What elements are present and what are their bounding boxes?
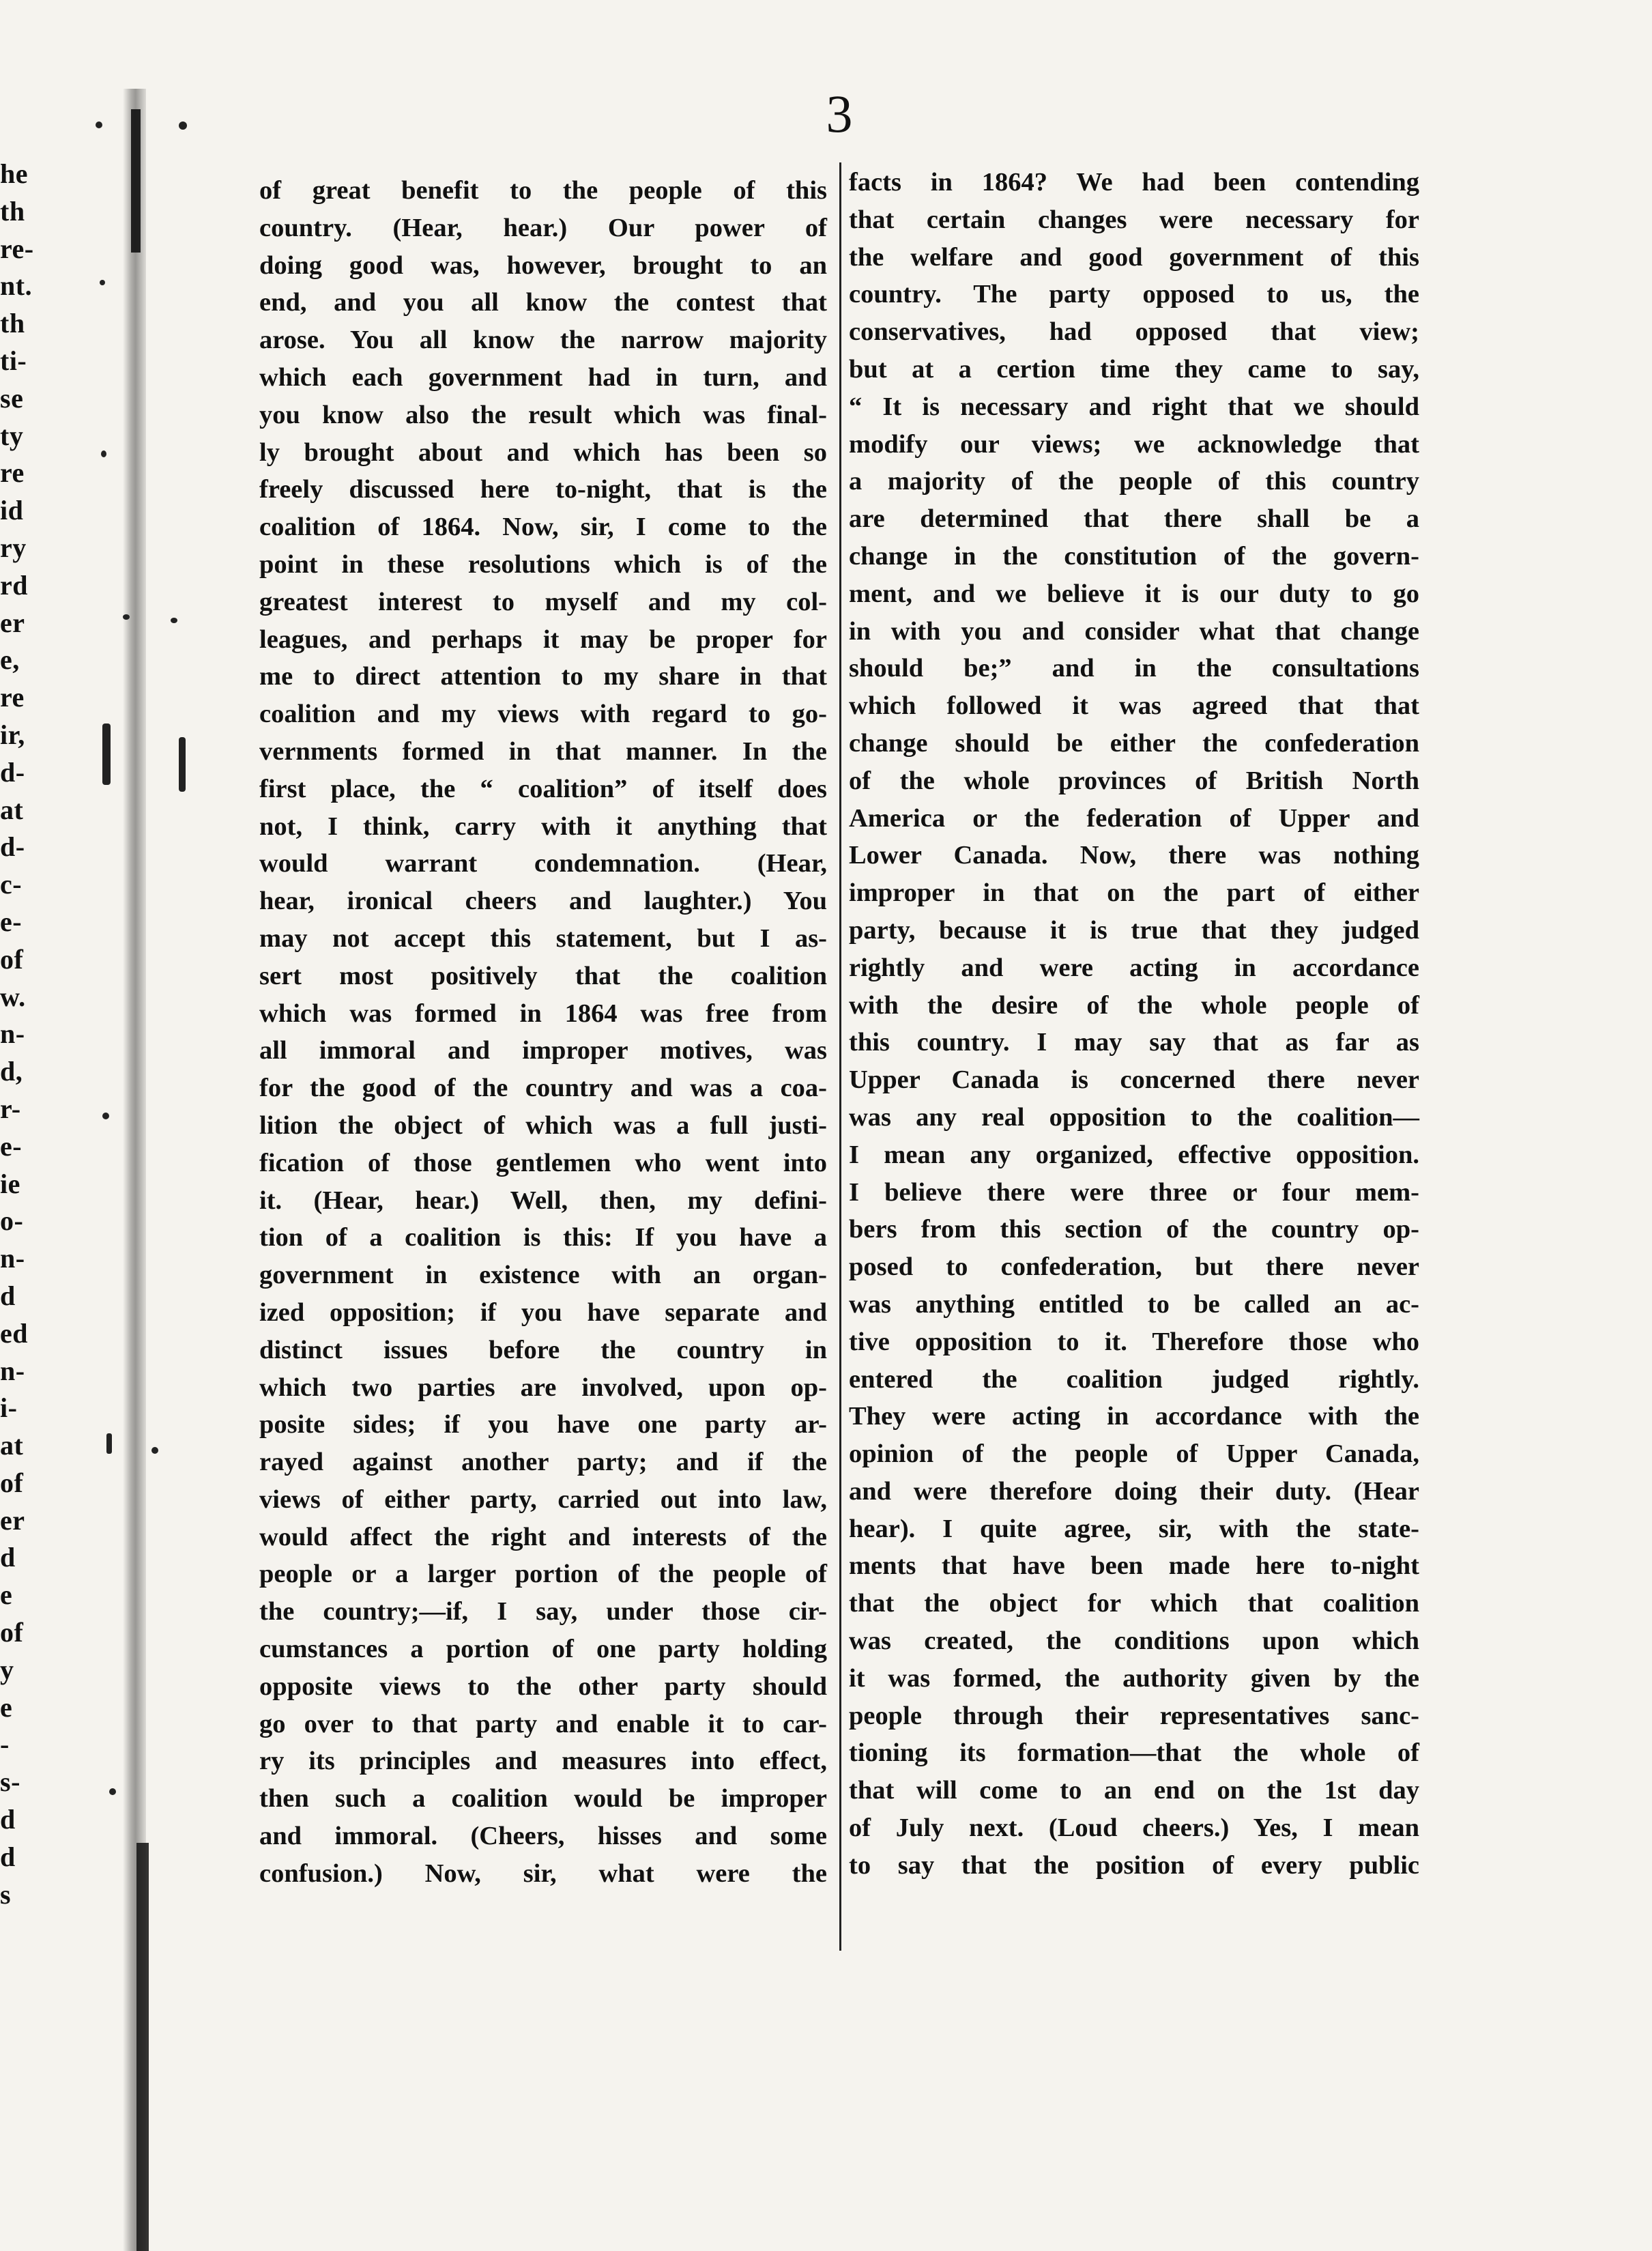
text-line: ized opposition; if you have separate and — [259, 1297, 827, 1327]
text-line: hear, ironical cheers and laughter.) You — [259, 887, 827, 916]
text-line: country. The party opposed to us, the — [849, 280, 1419, 309]
text-line: this country. I may say that as far as — [849, 1028, 1419, 1057]
fragment-text: ed — [0, 1317, 28, 1349]
text-line: coalition and my views with regard to go- — [259, 700, 827, 729]
ink-speck — [151, 1447, 158, 1454]
fragment-text: ie — [0, 1168, 20, 1199]
adjacent-page-fragments — [0, 156, 34, 1913]
text-line: vernments formed in that manner. In the — [259, 736, 827, 766]
text-line: people through their representatives sanc- — [849, 1701, 1419, 1730]
fragment-text: d — [0, 1542, 16, 1573]
text-line: opinion of the people of Upper Canada, — [849, 1439, 1419, 1469]
text-line: and immoral. (Cheers, hisses and some — [259, 1822, 827, 1851]
ink-speck — [179, 121, 187, 130]
text-line: to say that the position of every public — [849, 1850, 1419, 1880]
text-line: country. (Hear, hear.) Our power of — [259, 213, 827, 242]
fragment-text: re- — [0, 233, 34, 264]
fragment-text: d, — [0, 1056, 23, 1087]
text-line: me to direct attention to my share in that — [259, 662, 827, 691]
fragment-text: nt. — [0, 270, 33, 302]
text-line: for the good of the country and was a coa- — [259, 1074, 827, 1103]
text-line: was any real opposition to the coalition— — [849, 1102, 1419, 1132]
ink-speck — [102, 1113, 109, 1119]
right-text-column — [849, 164, 1419, 1884]
text-line: confusion.) Now, sir, what were the — [259, 1859, 827, 1888]
text-line: that will come to an end on the 1st day — [849, 1776, 1419, 1805]
text-line: all immoral and improper motives, was — [259, 1036, 827, 1065]
text-line: may not accept this statement, but I as- — [259, 923, 827, 953]
text-line: ly brought about and which has been so — [259, 438, 827, 467]
text-line: first place, the “ coalition” of itself does — [259, 774, 827, 803]
fragment-text: s — [0, 1878, 12, 1910]
fragment-text: e — [0, 1691, 13, 1723]
page-number: 3 — [826, 84, 853, 143]
fragment-text: at — [0, 794, 24, 825]
text-line: hear). I quite agree, sir, with the state- — [849, 1514, 1419, 1543]
text-line: ry its principles and measures into effect, — [259, 1747, 827, 1776]
text-line: cumstances a portion of one party holding — [259, 1635, 827, 1664]
fragment-text: th — [0, 308, 25, 339]
fragment-text: s- — [0, 1766, 20, 1798]
text-line: of the whole provinces of British North — [849, 766, 1419, 795]
fragment-text: c- — [0, 869, 23, 900]
fragment-text: of — [0, 943, 24, 975]
text-line: party, because it is true that they judged — [849, 915, 1419, 945]
text-line: Lower Canada. Now, there was nothing — [849, 841, 1419, 870]
fragment-text: re — [0, 457, 25, 489]
text-line: conservatives, had opposed that view; — [849, 317, 1419, 347]
fragment-text: d — [0, 1804, 16, 1835]
text-line: government in existence with an organ- — [259, 1261, 827, 1290]
text-line: sert most positively that the coalition — [259, 961, 827, 990]
text-line: leagues, and perhaps it may be proper for — [259, 625, 827, 654]
text-line: you know also the result which was final- — [259, 400, 827, 429]
text-line: greatest interest to myself and my col- — [259, 587, 827, 616]
fragment-text: rd — [0, 569, 28, 601]
fragment-text: n- — [0, 1018, 25, 1050]
text-line: lition the object of which was a full justi- — [259, 1110, 827, 1140]
left-text-column — [259, 172, 827, 1893]
fragment-text: of — [0, 1467, 24, 1498]
fragment-text: e, — [0, 644, 20, 676]
text-line: that the object for which that coalition — [849, 1589, 1419, 1618]
text-line: change should be either the confederation — [849, 728, 1419, 758]
fragment-text: re — [0, 682, 25, 713]
ink-speck — [109, 1788, 116, 1795]
text-line: go over to that party and enable it to car- — [259, 1709, 827, 1738]
text-line: then such a coalition would be improper — [259, 1784, 827, 1813]
ink-speck — [101, 450, 106, 457]
fragment-text: d — [0, 1280, 16, 1311]
text-line: facts in 1864? We had been contending — [849, 168, 1419, 197]
text-line: Upper Canada is concerned there never — [849, 1065, 1419, 1095]
text-line: distinct issues before the country in — [259, 1335, 827, 1364]
text-line: views of either party, carried out into law, — [259, 1485, 827, 1514]
text-line: it. (Hear, hear.) Well, then, my defini- — [259, 1186, 827, 1215]
text-line: not, I think, carry with it anything that — [259, 812, 827, 841]
fragment-text: e- — [0, 1130, 23, 1162]
fragment-text: er — [0, 607, 25, 638]
text-line: would affect the right and interests of the — [259, 1522, 827, 1551]
fragment-text: d- — [0, 756, 25, 788]
text-line: fication of those gentlemen who went into — [259, 1148, 827, 1177]
text-line: that certain changes were necessary for — [849, 205, 1419, 234]
text-line: America or the federation of Upper and — [849, 803, 1419, 833]
text-line: point in these resolutions which is of the — [259, 549, 827, 579]
text-line: people or a larger portion of the people of — [259, 1560, 827, 1589]
fragment-text: at — [0, 1430, 24, 1461]
ink-speck — [102, 723, 111, 785]
text-line: modify our views; we acknowledge that — [849, 429, 1419, 459]
text-line: with the desire of the whole people of — [849, 990, 1419, 1020]
text-line: tive opposition to it. Therefore those who — [849, 1327, 1419, 1356]
fragment-text: n- — [0, 1243, 25, 1274]
text-line: end, and you all know the contest that — [259, 288, 827, 317]
text-line: tioning its formation—that the whole of — [849, 1738, 1419, 1768]
text-line: posite sides; if you have one party ar- — [259, 1410, 827, 1439]
fragment-text: d — [0, 1841, 16, 1872]
text-line: coalition of 1864. Now, sir, I come to the — [259, 513, 827, 542]
text-line: I mean any organized, effective opposition. — [849, 1140, 1419, 1169]
text-line: ment, and we believe it is our duty to go — [849, 579, 1419, 608]
fragment-text: y — [0, 1654, 14, 1685]
fragment-text: id — [0, 495, 24, 526]
text-line: was anything entitled to be called an ac- — [849, 1289, 1419, 1319]
ink-speck — [106, 1433, 112, 1454]
text-line: would warrant condemnation. (Hear, — [259, 849, 827, 878]
text-line: the country;—if, I say, under those cir- — [259, 1597, 827, 1626]
fragment-text: ti- — [0, 345, 27, 376]
fragment-text: of — [0, 1617, 24, 1648]
ink-speck — [96, 121, 102, 128]
fragment-text: ry — [0, 532, 27, 563]
text-line: a majority of the people of this country — [849, 467, 1419, 496]
text-line: of July next. (Loud cheers.) Yes, I mean — [849, 1813, 1419, 1843]
text-line: which each government had in turn, and — [259, 362, 827, 392]
fragment-text: w. — [0, 981, 26, 1012]
text-line: freely discussed here to-night, that is the — [259, 475, 827, 504]
text-line: posed to confederation, but there never — [849, 1252, 1419, 1282]
text-line: which followed it was agreed that that — [849, 691, 1419, 721]
text-line: was created, the conditions upon which — [849, 1626, 1419, 1656]
text-line: They were acting in accordance with the — [849, 1402, 1419, 1431]
fragment-text: o- — [0, 1205, 24, 1237]
column-divider — [839, 162, 841, 1951]
fragment-text: d- — [0, 831, 25, 863]
fragment-text: se — [0, 382, 24, 414]
text-line: opposite views to the other party should — [259, 1672, 827, 1701]
text-line: rayed against another party; and if the — [259, 1448, 827, 1477]
fragment-text: e- — [0, 906, 23, 937]
ink-speck — [100, 280, 105, 285]
text-line: should be;” and in the consultations — [849, 654, 1419, 683]
fragment-text: ir, — [0, 719, 25, 750]
ink-speck — [123, 614, 130, 620]
text-line: ments that have been made here to-night — [849, 1551, 1419, 1581]
text-line: rightly and were acting in accordance — [849, 953, 1419, 982]
fragment-text: n- — [0, 1355, 25, 1386]
fragment-text: ty — [0, 420, 24, 451]
ink-speck — [171, 618, 177, 623]
text-line: and were therefore doing their duty. (Hear — [849, 1476, 1419, 1506]
fragment-text: i- — [0, 1392, 18, 1424]
text-line: which two parties are involved, upon op- — [259, 1373, 827, 1402]
text-line: in with you and consider what that change — [849, 616, 1419, 646]
fragment-text: - — [0, 1729, 10, 1760]
text-line: it was formed, the authority given by the — [849, 1663, 1419, 1693]
text-line: bers from this section of the country op- — [849, 1215, 1419, 1244]
text-line: are determined that there shall be a — [849, 504, 1419, 534]
fragment-text: e — [0, 1579, 13, 1611]
text-line: improper in that on the part of either — [849, 878, 1419, 908]
text-line: the welfare and good government of this — [849, 242, 1419, 272]
fragment-text: er — [0, 1504, 25, 1536]
text-line: but at a certion time they came to say, — [849, 354, 1419, 384]
binding-mark-top — [131, 109, 141, 253]
text-line: I believe there were three or four mem- — [849, 1177, 1419, 1207]
text-line: arose. You all know the narrow majority — [259, 326, 827, 355]
text-line: doing good was, however, brought to an — [259, 250, 827, 280]
text-line: entered the coalition judged rightly. — [849, 1364, 1419, 1394]
text-line: change in the constitution of the govern- — [849, 541, 1419, 571]
fragment-text: r- — [0, 1093, 21, 1124]
ink-speck — [179, 737, 186, 792]
text-line: which was formed in 1864 was free from — [259, 999, 827, 1028]
text-line: tion of a coalition is this: If you have a — [259, 1223, 827, 1252]
text-line: of great benefit to the people of this — [259, 176, 827, 205]
binding-mark-bottom — [136, 1843, 149, 2251]
fragment-text: th — [0, 195, 25, 227]
text-line: “ It is necessary and right that we should — [849, 392, 1419, 421]
fragment-text: he — [0, 158, 28, 189]
